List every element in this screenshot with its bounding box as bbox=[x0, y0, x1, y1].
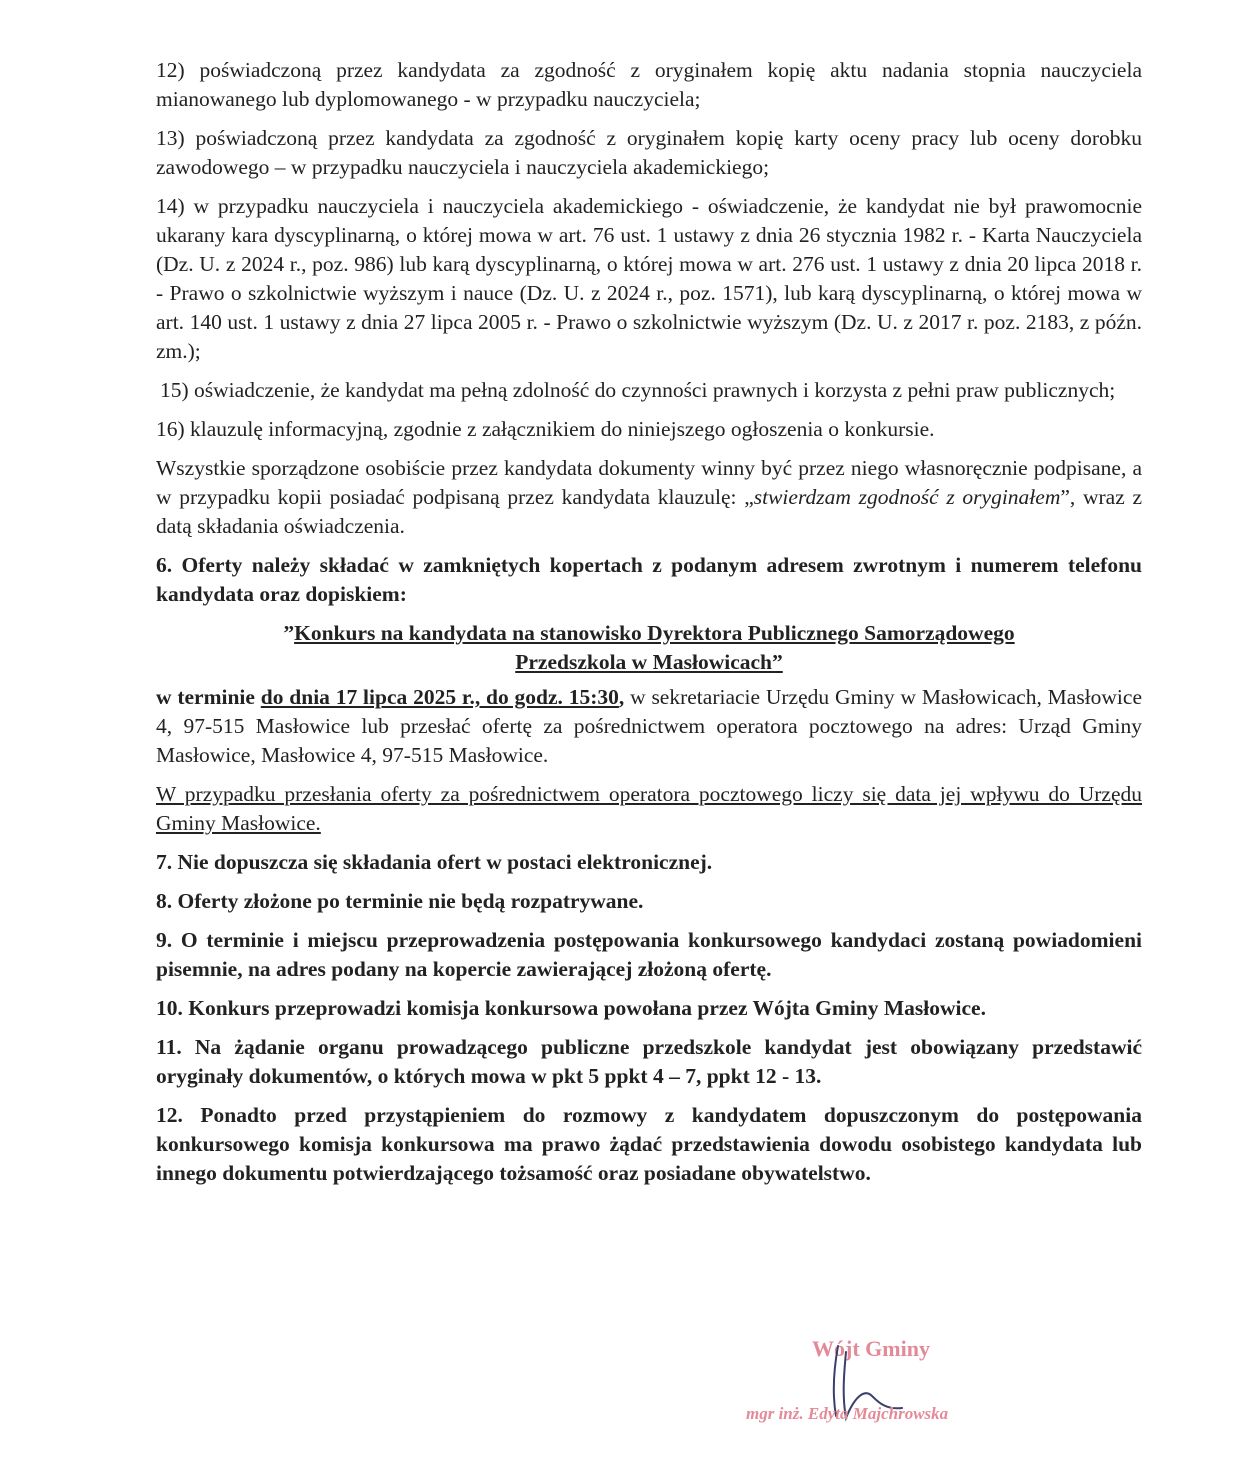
signed-documents-text: Wszystkie sporządzone osobiście przez kandydata dokumenty winny być przez niego własnoręcznie podpisane, a w przypadku kopii posiadać podpisaną przez kandydata klauzulę: bbox=[156, 456, 1142, 509]
point-11: 11. Na żądanie organu prowadzącego publiczne przedszkole kandydat jest obowiązany przedstawić oryginały dokumentów, o których mowa w pkt 5 ppkt 4 – 7, ppkt 12 - 13. bbox=[156, 1035, 1142, 1088]
deadline-comma: , bbox=[618, 685, 625, 709]
list-item-12: 12) poświadczoną przez kandydata za zgodność z oryginałem kopię aktu nadania stopnia nauczyciela mianowanego lub dyplomowanego - w przypadku nauczyciela; bbox=[156, 58, 1142, 111]
deadline-prefix: w terminie bbox=[156, 685, 261, 709]
point-8: 8. Oferty złożone po terminie nie będą rozpatrywane. bbox=[156, 889, 644, 913]
envelope-title-line-1 bbox=[156, 619, 1142, 648]
signature-name: mgr inż. Edyta Majchrowska bbox=[746, 1404, 949, 1423]
list-item-14: 14) w przypadku nauczyciela i nauczyciela akademickiego - oświadczenie, że kandydat nie był prawomocnie ukarany kara dyscyplinarną, o której mowa w art. 76 ust. 1 ustawy z dnia 26 stycznia 1982 r. - Karta Nauczyciela (Dz. U. z 2024 r., poz. 986) lub karą dyscyplinarną, o której mowa w art. 276 ust. 1 ustawy z dnia 20 lipca 2018 r. - Prawo o szkolnictwie wyższym i nauce (Dz. U. z 2024 r., poz. 1571), lub karą dyscyplinarną, o której mowa w art. 140 ust. 1 ustawy z dnia 27 lipca 2005 r. - Prawo o szkolnictwie wyższym (Dz. U. z 2017 r. poz. 2183, z późn. zm.); bbox=[156, 194, 1142, 363]
deadline-date: do dnia 17 lipca 2025 r., do godz. 15:30 bbox=[260, 685, 619, 709]
signature-stamp bbox=[740, 1330, 1040, 1440]
envelope-title bbox=[156, 619, 1142, 677]
point-9: 9. O terminie i miejscu przeprowadzenia postępowania konkursowego kandydaci zostaną powiadomieni pisemnie, na adres podany na kopercie zawierającej złożoną ofertę. bbox=[156, 928, 1142, 981]
deadline-paragraph bbox=[156, 683, 1142, 770]
point-10: 10. Konkurs przeprowadzi komisja konkursowa powołana przez Wójta Gminy Masłowice. bbox=[156, 996, 986, 1020]
postal-note: W przypadku przesłania oferty za pośrednictwem operatora pocztowego liczy się data jej wpływu do Urzędu Gminy Masłowice. bbox=[156, 782, 1142, 835]
point-6-heading: 6. Oferty należy składać w zamkniętych kopertach z podanym adresem zwrotnym i numerem telefonu kandydata oraz dopiskiem: bbox=[156, 553, 1142, 606]
point-12: 12. Ponadto przed przystąpieniem do rozmowy z kandydatem dopuszczonym do postępowania konkursowego komisja konkursowa ma prawo żądać przedstawienia dowodu osobistego kandydata lub innego dokumentu potwierdzającego tożsamość oraz posiadane obywatelstwo. bbox=[156, 1103, 1142, 1185]
document-page bbox=[156, 56, 1142, 1198]
signed-documents-note bbox=[156, 454, 1142, 541]
signed-documents-text-end: ”, wraz z datą składania oświadczenia. bbox=[156, 485, 1143, 538]
signature-title: Wójt Gminy bbox=[812, 1336, 930, 1361]
point-7: 7. Nie dopuszcza się składania ofert w postaci elektronicznej. bbox=[156, 850, 713, 874]
quote-open: „ bbox=[744, 485, 754, 509]
list-item-16: 16) klauzulę informacyjną, zgodnie z załącznikiem do niniejszego ogłoszenia o konkursie. bbox=[156, 417, 935, 441]
envelope-title-text-2: Przedszkola w Masłowicach” bbox=[515, 650, 783, 674]
list-item-13: 13) poświadczoną przez kandydata za zgodność z oryginałem kopię karty oceny pracy lub oceny dorobku zawodowego – w przypadku nauczyciela i nauczyciela akademickiego; bbox=[156, 126, 1142, 179]
envelope-title-quote: ” bbox=[283, 621, 295, 645]
list-item-15: 15) oświadczenie, że kandydat ma pełną zdolność do czynności prawnych i korzysta z pełni praw publicznych; bbox=[160, 378, 1116, 402]
envelope-title-text-1: Konkurs na kandydata na stanowisko Dyrektora Publicznego Samorządowego bbox=[294, 621, 1015, 645]
envelope-title-line-2 bbox=[156, 648, 1142, 677]
certification-clause: stwierdzam zgodność z oryginałem bbox=[753, 485, 1061, 509]
deadline-details: w sekretariacie Urzędu Gminy w Masłowicach, Masłowice 4, 97-515 Masłowice lub przesłać ofertę za pośrednictwem operatora pocztowego na adres: Urząd Gminy Masłowice, Masłowice 4, 97-515 Masłowice. bbox=[156, 685, 1142, 767]
